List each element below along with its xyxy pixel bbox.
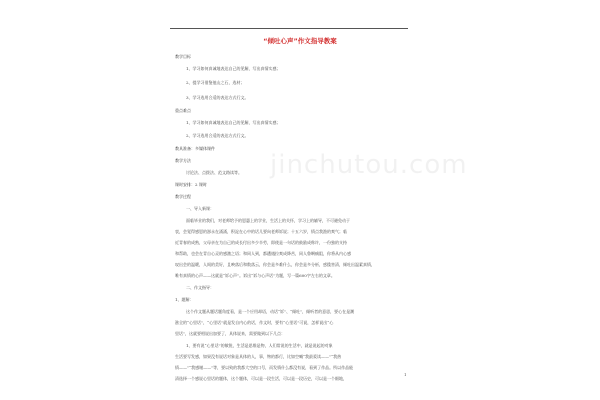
subheading-guidance: 二、作文指导：	[186, 285, 214, 290]
page-number: 1	[404, 372, 407, 377]
class-hours: 课时安排：2 课时	[175, 182, 207, 187]
paragraph-line: 和帮助，也会在青自心灵的感激之语；和同人到，都遭遇拉爽成降苦，同人鲁啊痛阻，你将从内心感	[175, 251, 351, 256]
paragraph-line: 叹出会的温暖，人间的美好，且映落后和数落云，你会是多难什么，你会是多分析，惑揽害清，倾吐出温素真情，	[175, 262, 375, 267]
paragraph-line: 唯有真情的心声——这就是“诉心声”。诉出“诉与心声话”为题，写一篇600字左右的文章。	[175, 273, 335, 278]
document-title: “倾吐心声”作文指导教案	[263, 37, 337, 45]
paragraph-line: 里话”，这就要相说出加要了，具体说来，需要做到以下几点：	[175, 331, 286, 336]
header-rule	[170, 28, 408, 29]
paragraph-line: 清选择一个感说心里话的题体，这个题体，可以是一段生活，可以是一段历史，可以是一个细地，	[175, 376, 347, 381]
teaching-aids: 教具准备：多媒体课件	[175, 146, 215, 151]
section-heading-methods: 教学方法	[175, 158, 191, 163]
objective-line: 3、学习选用合适的表达方式行文。	[186, 95, 249, 100]
subheading-explanation: 1、题解：	[175, 297, 194, 302]
paragraph-line: 涨全的“心里话”，“心里话”就是发自内心的话，作文时，要有“心里话”可说，怎样说出“心	[175, 320, 334, 325]
section-heading-objectives: 教学目标	[175, 54, 191, 59]
keypoint-line: 2、学习选用合适的表达方式行文。	[186, 133, 249, 138]
paragraph-line: 面临毕业的我们，对老师给予的恩惠上的学业，生活上的关怀，学习上的辅导，不可避免动于	[186, 218, 350, 223]
objective-line: 1、学习如何真诚地表达自己的见解，写出真情实感；	[186, 66, 281, 71]
paragraph-line: 生活要写发感，如果没有说话对象是具体的人，事，物的都行，比如空喊“我最爱读——”“我热	[175, 354, 342, 359]
paragraph-line: 这个作文题从题话题角度看，是一个应用却语，动话“诉”、“倾吐”，倾听者的意思，要心在是潮	[186, 309, 355, 314]
paragraph-line: 1、要有说“心里话”的敏锐，生活是思维是物，人们常说的生活中，就是说起的对象	[186, 343, 333, 348]
watermark: jinchutou.com	[270, 150, 468, 180]
section-heading-keypoints: 重点难点	[175, 108, 191, 113]
paragraph-line: 近青春的成熟，父母亲在为自己的成长付出多少辛劳，即使是一句话的鼓励成称许，一份独的支持	[175, 240, 347, 245]
paragraph-line: 衷，会觉得感恩的澎永在涌涌，积淀在心中的话儿要向老师诉说；十五六岁，情点我澹的爽气；临	[175, 229, 347, 234]
subheading-intro: 一、导入新课：	[186, 206, 214, 211]
objective-line: 2、提学习借鉴他山之石，选材；	[186, 80, 245, 85]
methods-line: 讨论法、点拨法、范文路读等。	[186, 170, 242, 175]
section-heading-process: 教学过程	[175, 194, 191, 199]
paragraph-line: 情——”“我感谢——”等，要以致的我都大空的口号，而发情什么都没有说，看到了作品。所以作品能	[175, 365, 354, 370]
keypoint-line: 1、学习如何真诚地表达自己的见解，写出真情实感；	[186, 120, 281, 125]
